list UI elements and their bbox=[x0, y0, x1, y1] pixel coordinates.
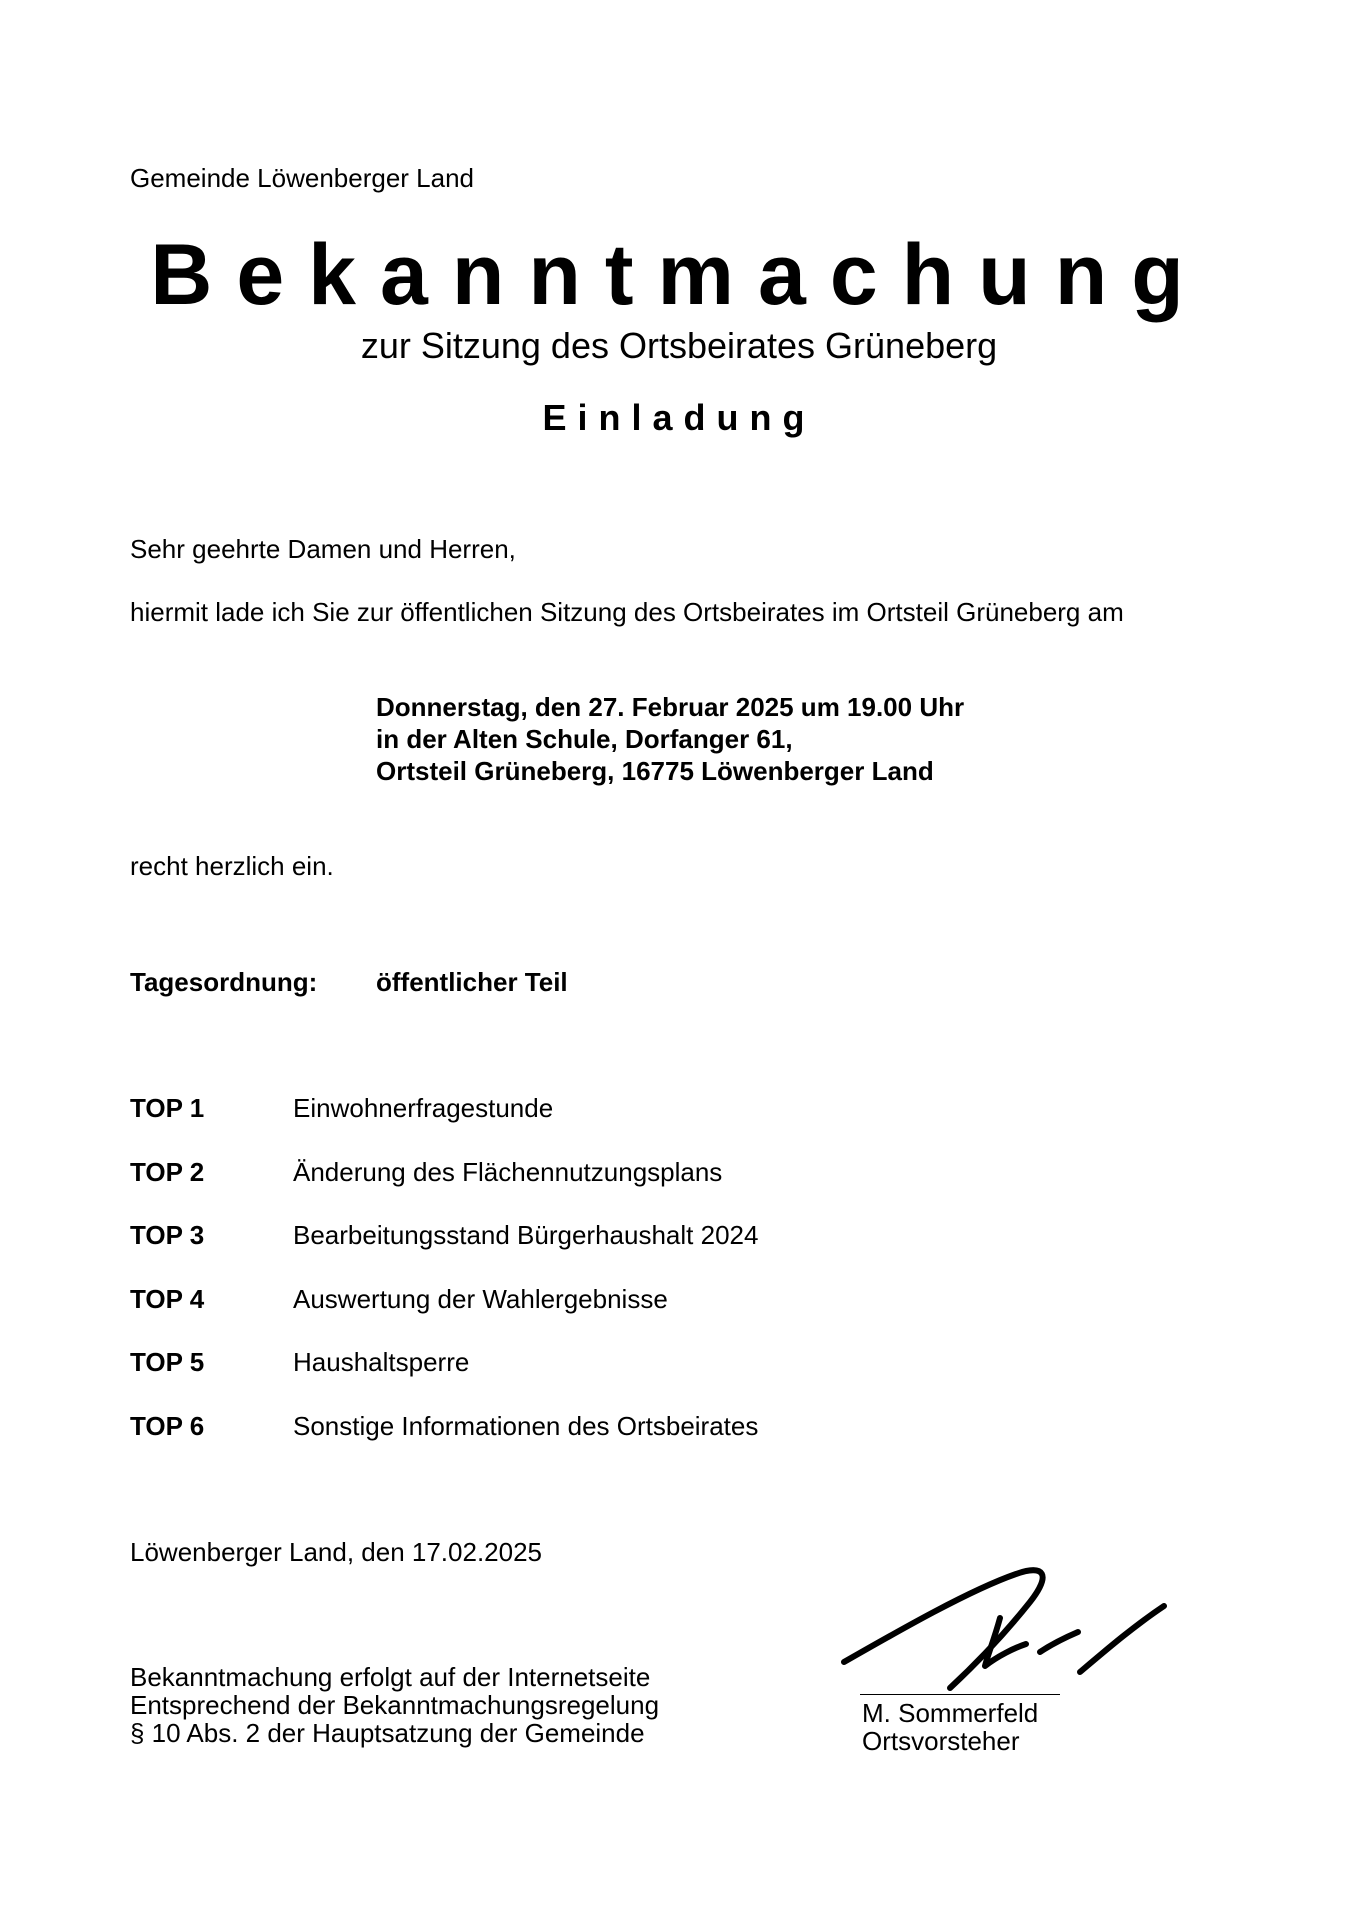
signature-icon bbox=[830, 1540, 1190, 1700]
notice-line: Entsprechend der Bekanntmachungsregelung bbox=[130, 1690, 660, 1720]
document-subtitle: zur Sitzung des Ortsbeirates Grüneberg bbox=[360, 325, 998, 366]
signature-stroke bbox=[1080, 1606, 1164, 1672]
agenda-item-number: TOP 5 bbox=[130, 1347, 205, 1378]
agenda-label: Tagesordnung: bbox=[130, 967, 318, 997]
municipality-name: Gemeinde Löwenberger Land bbox=[130, 163, 475, 193]
signature-stroke bbox=[985, 1618, 1026, 1666]
agenda-item-title: Auswertung der Wahlergebnisse bbox=[293, 1283, 668, 1314]
agenda-item-title: Bearbeitungsstand Bürgerhaushalt 2024 bbox=[293, 1220, 759, 1251]
invitation-heading: Einladung bbox=[542, 397, 816, 438]
meeting-details bbox=[376, 691, 964, 787]
meeting-venue: in der Alten Schule, Dorfanger 61, bbox=[376, 724, 793, 754]
salutation: Sehr geehrte Damen und Herren, bbox=[130, 534, 516, 564]
agenda-part: öffentlicher Teil bbox=[376, 967, 568, 997]
meeting-date-time: Donnerstag, den 27. Februar 2025 um 19.00 Uhr bbox=[376, 692, 965, 722]
signer-name: M. Sommerfeld bbox=[862, 1698, 1039, 1728]
meeting-location: Ortsteil Grüneberg, 16775 Löwenberger Land bbox=[376, 756, 934, 786]
agenda-item-title: Sonstige Informationen des Ortsbeirates bbox=[293, 1410, 759, 1441]
notice-line: § 10 Abs. 2 der Hauptsatzung der Gemeinde bbox=[130, 1718, 645, 1748]
signature-stroke bbox=[844, 1570, 1043, 1688]
agenda-item-title: Haushaltsperre bbox=[293, 1347, 470, 1378]
agenda-item-number: TOP 6 bbox=[130, 1410, 205, 1441]
signer-role: Ortsvorsteher bbox=[862, 1726, 1020, 1756]
publication-notice bbox=[130, 1663, 659, 1747]
signature-line bbox=[860, 1694, 1060, 1695]
place-and-date: Löwenberger Land, den 17.02.2025 bbox=[130, 1537, 543, 1567]
agenda-item-number: TOP 4 bbox=[130, 1283, 205, 1314]
agenda-item-number: TOP 1 bbox=[130, 1093, 205, 1123]
agenda-item-number: TOP 2 bbox=[130, 1156, 205, 1187]
agenda-item-title: Änderung des Flächennutzungsplans bbox=[293, 1156, 723, 1187]
document-title: Bekanntmachung bbox=[150, 227, 1208, 323]
agenda-item-number: TOP 3 bbox=[130, 1220, 205, 1251]
notice-line: Bekanntmachung erfolgt auf der Internetseite bbox=[130, 1662, 651, 1692]
closing-text: recht herzlich ein. bbox=[130, 851, 334, 881]
intro-text: hiermit lade ich Sie zur öffentlichen Sitzung des Ortsbeirates im Ortsteil Grüneberg am bbox=[130, 597, 1124, 627]
signature-stroke bbox=[1040, 1632, 1078, 1652]
agenda-item-title: Einwohnerfragestunde bbox=[293, 1093, 554, 1123]
